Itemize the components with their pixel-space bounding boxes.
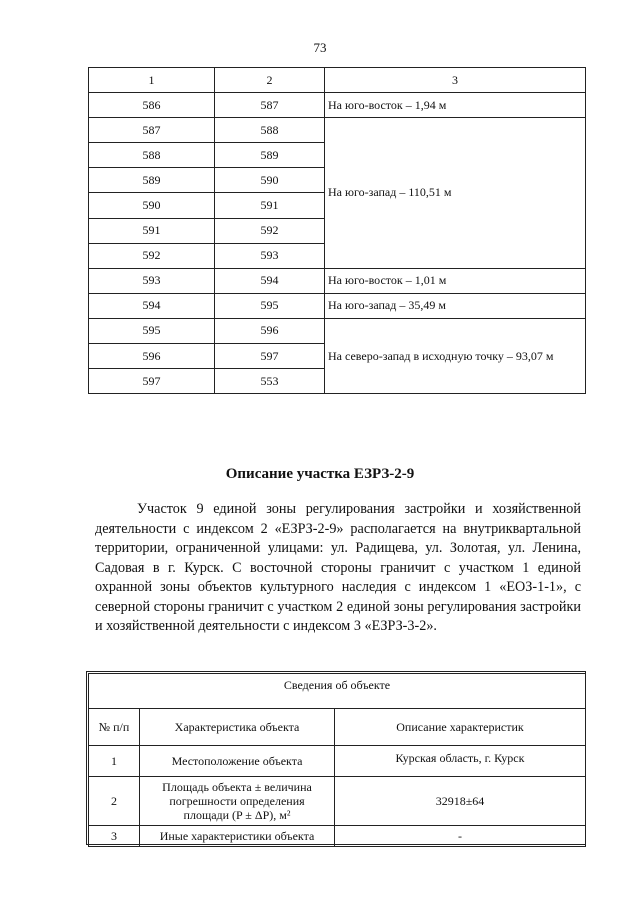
point-to: 553 xyxy=(215,369,325,394)
point-to: 593 xyxy=(215,243,325,268)
direction-cell: На юго-восток – 1,94 м xyxy=(325,93,586,118)
header-cell: Описание характеристик xyxy=(335,709,586,746)
point-from: 588 xyxy=(89,143,215,168)
point-from: 594 xyxy=(89,293,215,318)
header-cell: 3 xyxy=(325,68,586,93)
point-to: 589 xyxy=(215,143,325,168)
table-title: Сведения об объекте xyxy=(89,674,586,709)
point-to: 587 xyxy=(215,93,325,118)
boundary-table xyxy=(88,67,586,394)
table-row xyxy=(89,826,586,847)
header-cell: Характеристика объекта xyxy=(140,709,335,746)
characteristic-line: погрешности определения xyxy=(169,794,305,808)
header-cell: № п/п xyxy=(89,709,140,746)
point-from: 597 xyxy=(89,369,215,394)
object-info-table xyxy=(88,673,586,847)
direction-cell: На северо-запад в исходную точку – 93,07 м xyxy=(325,318,586,393)
section-title: Описание участка ЕЗРЗ-2-9 xyxy=(225,466,415,482)
point-from: 590 xyxy=(89,193,215,218)
table-row xyxy=(89,268,586,293)
header-cell: 2 xyxy=(215,68,325,93)
page-number: 73 xyxy=(313,40,327,55)
table-row xyxy=(89,93,586,118)
direction-cell: На юго-восток – 1,01 м xyxy=(325,268,586,293)
point-to: 592 xyxy=(215,218,325,243)
point-from: 591 xyxy=(89,218,215,243)
point-from: 587 xyxy=(89,118,215,143)
header-cell: 1 xyxy=(89,68,215,93)
row-number: 3 xyxy=(89,826,140,847)
row-number: 2 xyxy=(89,777,140,826)
characteristic-value: Курская область, г. Курск xyxy=(335,746,586,777)
point-to: 597 xyxy=(215,344,325,369)
characteristic: Иные характеристики объекта xyxy=(140,826,335,847)
direction-cell: На юго-запад – 35,49 м xyxy=(325,293,586,318)
point-to: 591 xyxy=(215,193,325,218)
point-to: 596 xyxy=(215,318,325,343)
characteristic: Местоположение объекта xyxy=(140,746,335,777)
table-header-row xyxy=(89,709,586,746)
table-header-row xyxy=(89,68,586,93)
point-to: 595 xyxy=(215,293,325,318)
table-title-row xyxy=(89,674,586,709)
description-paragraph: Участок 9 единой зоны регулирования застройки и хозяйственной деятельности с индексом 2 «ЕЗРЗ-2-9» располагается на внутриквартальной территории, ограниченной улицами: ул. Радищева, ул. Золотая, ул. Ленина, Садовая в г. Курск. С восточной стороны граничит с участком 1 единой охранной зоны объектов культурного наследия с индексом 1 «ЕОЗ-1-1», с северной стороны граничит с участком 2 единой зоны регулирования застройки и хозяйственной деятельности с индексом 3 «ЕЗРЗ-3-2». xyxy=(95,501,581,634)
point-from: 586 xyxy=(89,93,215,118)
point-to: 588 xyxy=(215,118,325,143)
table-row xyxy=(89,746,586,777)
point-from: 589 xyxy=(89,168,215,193)
point-to: 594 xyxy=(215,268,325,293)
table-row xyxy=(89,118,586,143)
table-row xyxy=(89,777,586,826)
table-row xyxy=(89,318,586,343)
point-from: 592 xyxy=(89,243,215,268)
point-from: 596 xyxy=(89,344,215,369)
characteristic-value: 32918±64 xyxy=(335,777,586,826)
direction-cell: На юго-запад – 110,51 м xyxy=(325,118,586,269)
point-to: 590 xyxy=(215,168,325,193)
point-from: 593 xyxy=(89,268,215,293)
characteristic-line: Площадь объекта ± величина xyxy=(162,780,312,794)
row-number: 1 xyxy=(89,746,140,777)
characteristic xyxy=(140,777,335,826)
point-from: 595 xyxy=(89,318,215,343)
characteristic-value: - xyxy=(335,826,586,847)
table-row xyxy=(89,293,586,318)
characteristic-line: площади (P ± ΔP), м² xyxy=(183,808,291,822)
